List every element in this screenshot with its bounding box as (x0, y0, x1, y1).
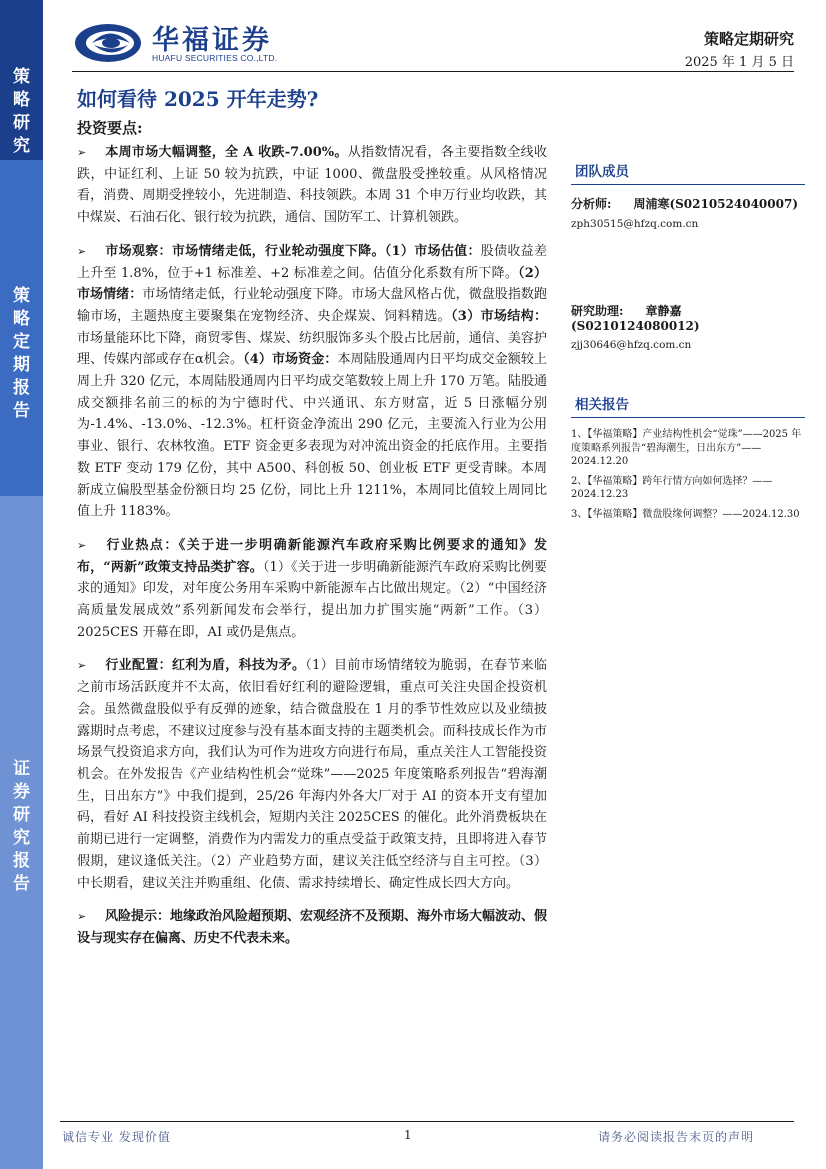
company-name-cn: 华福证券 (152, 25, 272, 56)
team-heading: 团队成员 (571, 160, 805, 185)
sidebar-char: 研 (13, 805, 30, 825)
page-number: 1 (404, 1128, 412, 1142)
sidebar-char: 略 (13, 309, 30, 329)
main-content (77, 142, 547, 962)
sidebar-char: 定 (13, 332, 30, 352)
sidebar-char: 报 (13, 851, 30, 871)
page-title: 如何看待 2025 开年走势? (77, 87, 319, 111)
bullet-arrow-icon: ➢ (77, 538, 87, 552)
point-body: 本周陆股通周内日平均成交金额较上周上升 320 亿元，本周陆股通周内日平均成交笔数较上周上升 170 万笔。陆股通成交额排名前三的标的为宁德时代、中兴通讯、东方财富，近 5 日涨幅分别为-1.4%、-13.0%、-12.3%。杠杆资金净流出 290 亿元，主要流入行业为公用事业、银行、农林牧渔。ETF 资金更多表现为对冲流出资金的托底作用。主要指数 ETF 变动 179 亿份，其中 A500、科创板 50、创业板 ETF 更受青睐。本周新成立偏股型基金份额日均 25 亿份，同比上升 1211%，本周同比值较上周同比值上升 1183%。 (77, 352, 547, 520)
point-heading: 风险提示：地缘政治风险超预期、宏观经济不及预期、海外市场大幅波动、假设与现实存在偏离、历史不代表未来。 (77, 909, 548, 946)
team-member (571, 195, 805, 230)
bullet-arrow-icon: ➢ (77, 910, 87, 924)
member-email: zjj30646@hfzq.com.cn (571, 339, 692, 351)
sidebar-char: 期 (13, 355, 30, 375)
point-industry-hotspot (77, 535, 547, 644)
point-body: （1）《关于进一步明确新能源汽车政府采购比例要求的通知》印发，对年度公务用车采购中新能源车占比做出规定。（2）“中国经济高质量发展成效”系列新闻发布会举行，提出加力扩围实施“两新”工作。（3）2025CES 开幕在即，AI 或仍是焦点。 (77, 559, 547, 640)
point-body: 从指数情况看，各主要指数全线收跌，中证红利、上证 50 较为抗跌，中证 1000、微盘股受挫较重。从风格情况看，消费、周期受挫较小，先进制造、科技领跌。本周 31 个申万行业均收跌，其中煤炭、石油石化、银行较为抗跌，通信、国防军工、计算机领跌。 (77, 145, 547, 226)
point-subheading: （2）市场情绪： (77, 265, 547, 303)
sidebar-char: 告 (13, 401, 30, 421)
point-heading: 本周市场大幅调整，全 A 收跌-7.00%。 (105, 145, 348, 160)
bullet-arrow-icon: ➢ (77, 244, 87, 258)
point-market-adjustment (77, 142, 547, 229)
member-email: zph30515@hfzq.com.cn (571, 218, 699, 230)
right-column (571, 160, 805, 527)
sidebar-char: 略 (13, 90, 30, 110)
member-name: 周浦寒(S0210524040007) (633, 197, 799, 211)
sidebar-char: 策 (13, 67, 30, 87)
sidebar-char: 研 (13, 113, 30, 133)
sidebar-char: 报 (13, 378, 30, 398)
related-report-list (571, 428, 805, 521)
point-heading: 行业热点：《关于进一步明确新能源汽车政府采购比例要求的通知》发布，“两新”政策支持品类扩容。 (77, 537, 547, 575)
point-risk-warning (77, 906, 547, 949)
team-member (571, 302, 805, 351)
related-heading: 相关报告 (571, 393, 805, 418)
point-heading: 行业配置：红利为盾，科技为矛。 (105, 658, 306, 674)
sidebar-section-strategy-research (0, 0, 43, 160)
related-report-item: 2、【华福策略】跨年行情方向如何选择？——2024.12.23 (571, 475, 773, 500)
point-heading: 市场观察：市场情绪走低，行业轮动强度下降。（1）市场估值： (105, 243, 481, 259)
section-subtitle: 投资要点: (77, 119, 143, 137)
sidebar-char: 券 (13, 782, 30, 802)
footer-disclaimer: 请务必阅读报告末页的声明 (597, 1130, 754, 1144)
point-subheading: （4）市场资金： (243, 352, 338, 368)
footer-slogan: 诚信专业 发现价值 (62, 1130, 171, 1144)
sidebar-section-periodic-report (0, 160, 43, 496)
sidebar-char: 告 (13, 874, 30, 894)
company-name-en: HUAFU SECURITIES CO.,LTD. (152, 53, 278, 63)
related-report-item: 3、【华福策略】微盘股缘何调整？——2024.12.30 (571, 508, 800, 520)
sidebar-char: 策 (13, 286, 30, 306)
point-subheading: （3）市场结构： (450, 308, 547, 324)
bullet-arrow-icon: ➢ (77, 659, 87, 673)
sidebar-char: 证 (13, 759, 30, 779)
sidebar-section-securities-report (0, 496, 43, 1169)
related-report-item: 1、【华福策略】产业结构性机会“觉珠”——2025 年度策略系列报告“碧海潮生，日出东方”——2024.12.20 (571, 429, 802, 467)
point-body: 市场情绪走低，行业轮动强度下降。市场大盘风格占优，微盘股指数跑输市场，主题热度主要聚集在宠物经济、央企煤炭、饲料精选。 (77, 287, 547, 324)
point-body: 股债收益差上升至 1.8%，位于+1 标准差、+2 标准差之间。估值分化系数有所下降。 (77, 243, 547, 281)
member-role: 研究助理: (571, 304, 624, 318)
header-divider (72, 71, 794, 72)
point-body: 市场量能环比下降，商贸零售、煤炭、纺织服饰多头个股占比居前，通信、美容护理、传媒内部或存在α机会。 (77, 330, 547, 368)
footer-divider (60, 1121, 794, 1122)
bullet-arrow-icon: ➢ (77, 146, 87, 159)
member-role: 分析师: (571, 197, 612, 211)
report-type: 策略定期研究 (703, 30, 794, 48)
member-name: 章静嘉(S0210124080012) (571, 304, 700, 333)
point-market-observation (77, 241, 547, 523)
point-body: （1）目前市场情绪较为脆弱，在春节来临之前市场活跃度并不太高，依旧看好红利的避险逻辑，重点可关注央国企投资机会。虽然微盘股似乎有反弹的迹象，结合微盘股在 1 月的季节性效应以及业绩披露期时点考虑，不建议过度参与没有基本面支持的主题类机会。而科技成长作为市场景气投资追求方向，我们认为可作为进攻方向进行布局，重点关注人工智能投资机会。在外发报告《产业结构性机会“觉珠”——2025 年度策略系列报告“碧海潮生，日出东方”》中我们提到，25/26 年海内外各大厂对于 AI 的资本开支有望加码，看好 AI 科技投资主线机会，短期内关注 2025CES 的催化。此外消费板块在前期已进行一定调整，消费作为内需发力的重点受益于政策支持，且即将进入春节假期，建议逢低关注。（2）产业趋势方面，建议关注低空经济与自主可控。（3）中长期看，建议关注并购重组、化债、需求持续增长、确定性成长四大方向。 (77, 658, 547, 891)
point-industry-allocation (77, 655, 547, 894)
report-date: 2025 年 1 月 5 日 (684, 55, 794, 70)
sidebar-char: 究 (13, 136, 30, 156)
sidebar-char: 究 (13, 828, 30, 848)
